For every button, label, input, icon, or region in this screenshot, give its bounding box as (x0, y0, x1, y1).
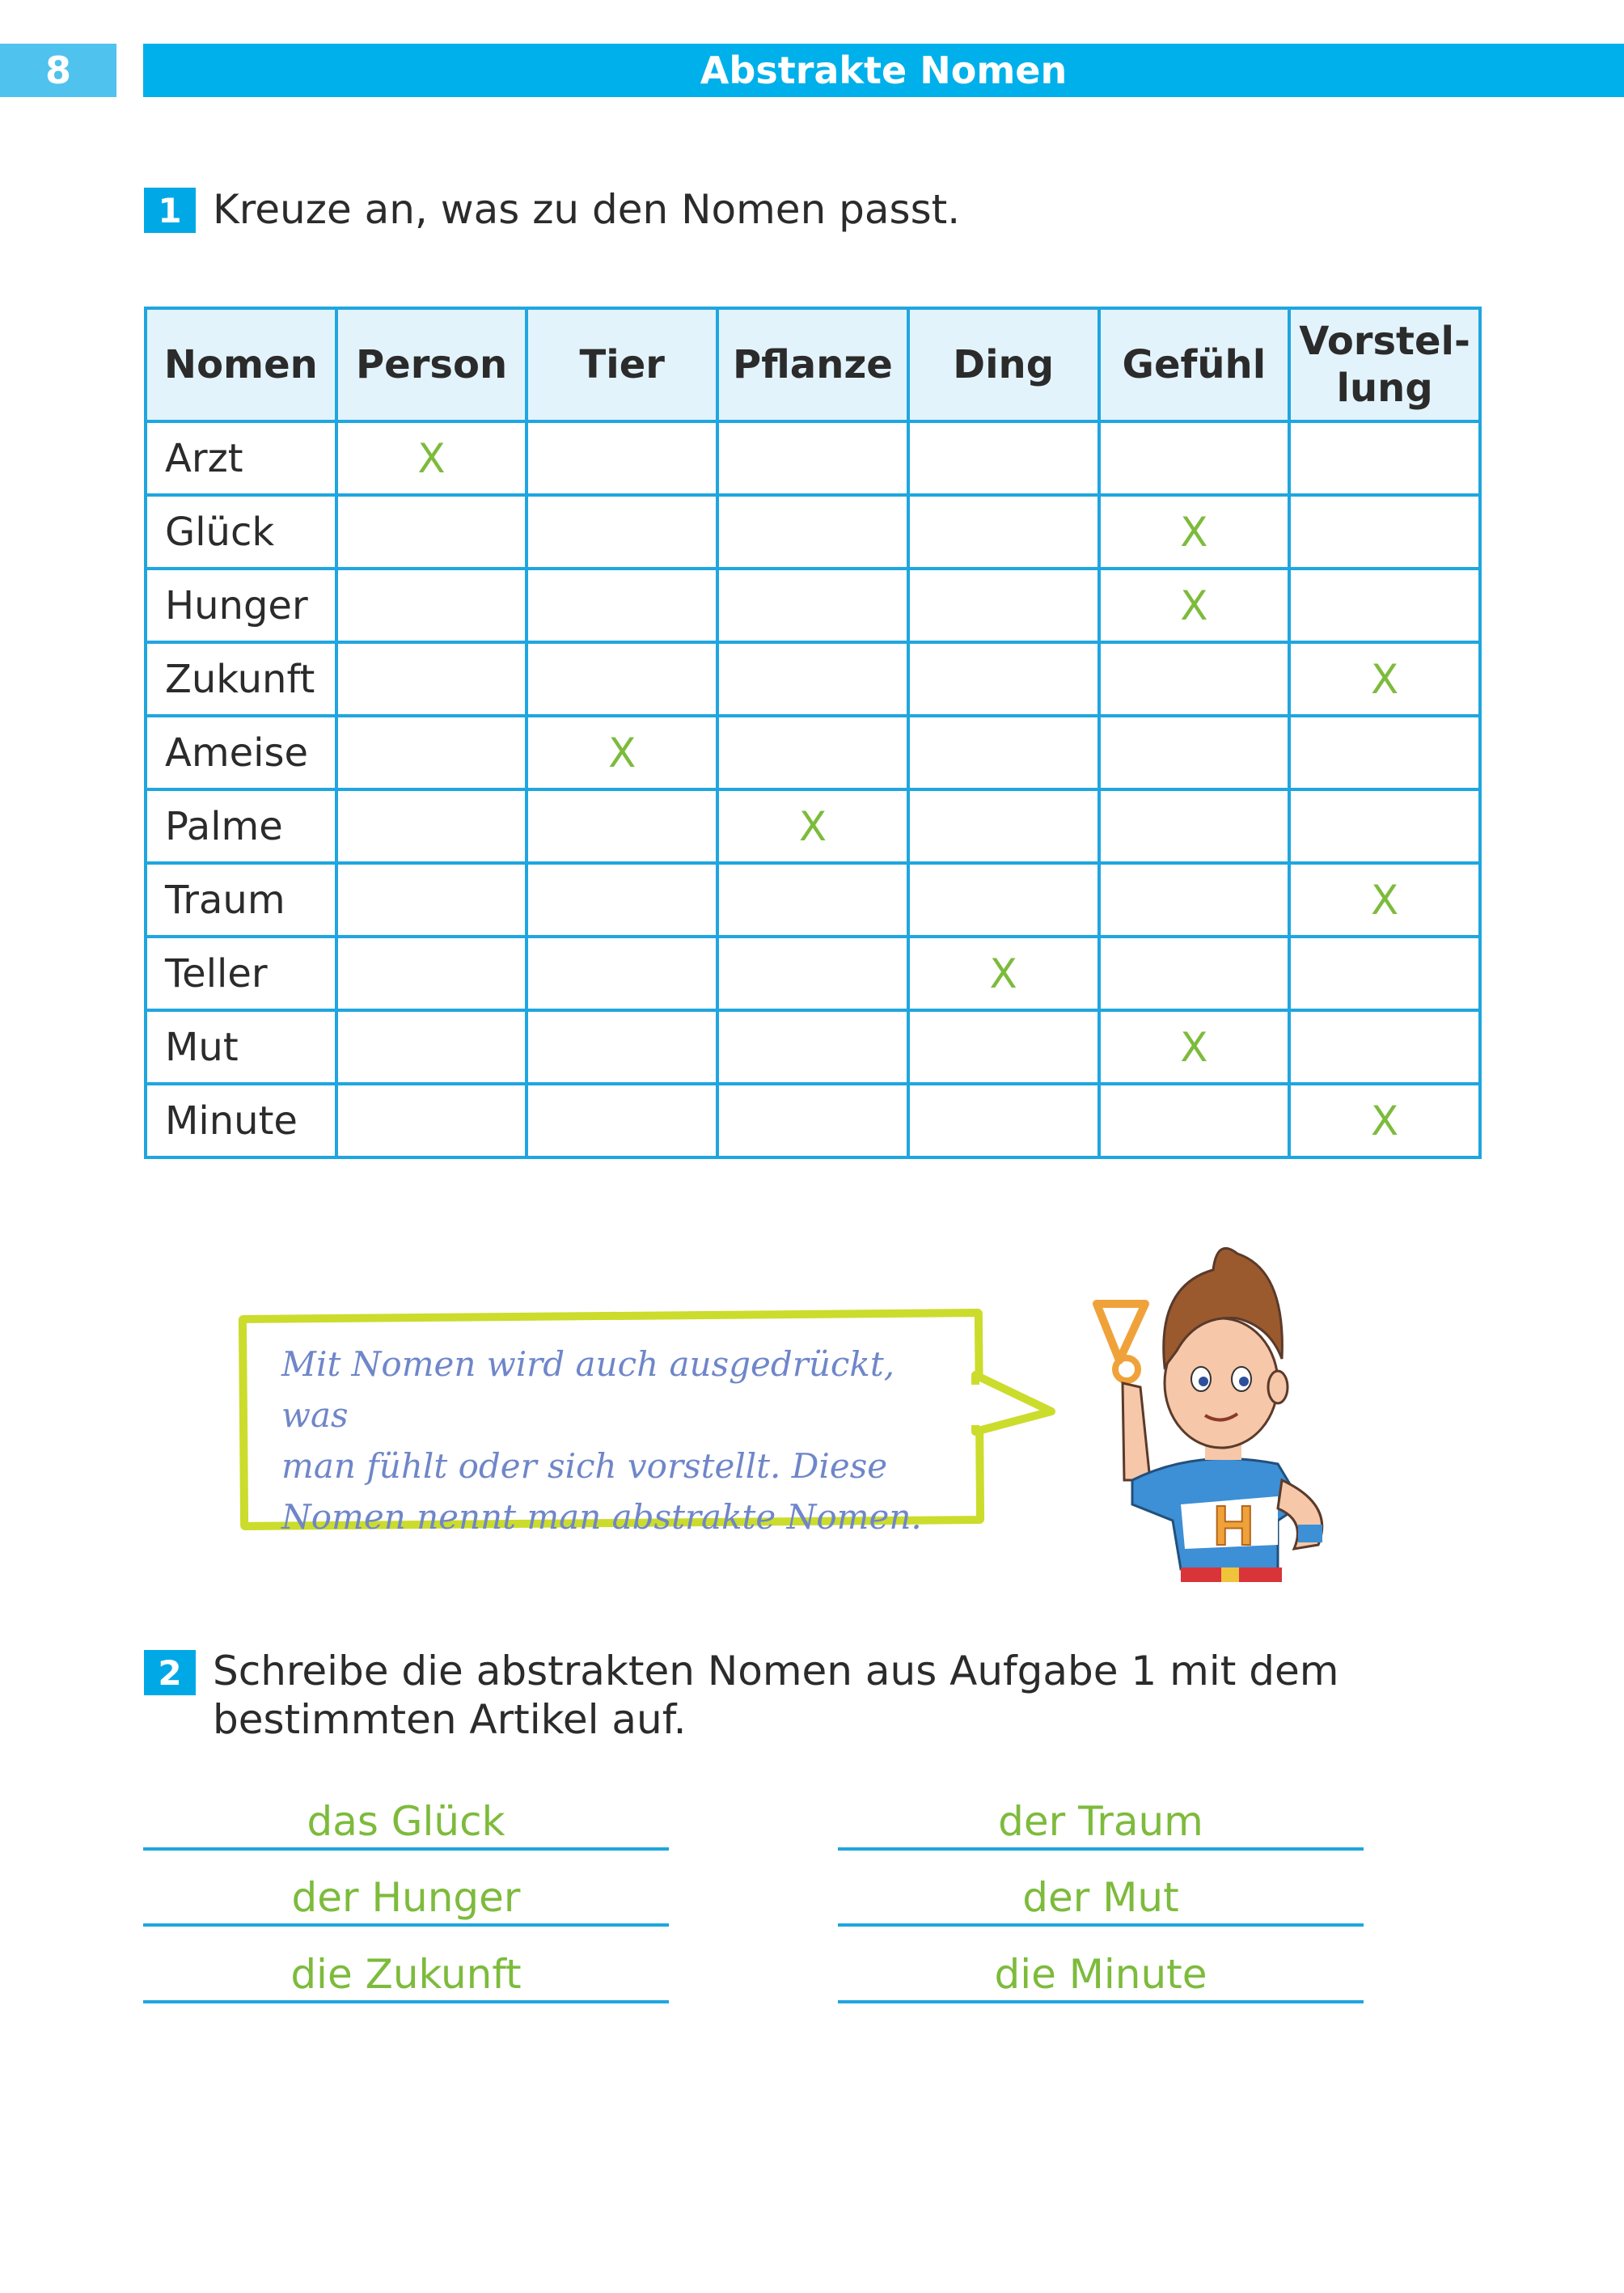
checkbox-cell[interactable] (1289, 789, 1480, 863)
table-row (146, 937, 1480, 1010)
noun-cell: Mut (146, 1010, 336, 1084)
checkbox-cell[interactable]: X (1289, 642, 1480, 716)
speech-line: Mit Nomen wird auch ausgedrückt, was (281, 1344, 895, 1435)
checkbox-cell[interactable] (717, 716, 908, 789)
checkbox-cell[interactable] (527, 863, 717, 937)
checkbox-cell[interactable] (908, 421, 1099, 495)
noun-cell: Ameise (146, 716, 336, 789)
checkbox-cell[interactable] (717, 495, 908, 569)
checkbox-cell[interactable] (1099, 863, 1290, 937)
column-header-vorstellung-line1: Vorstel- (1299, 319, 1470, 364)
page-number: 8 (0, 44, 116, 97)
task-2-instruction-line: Schreibe die abstrakten Nomen aus Aufgabe 1 mit dem (213, 1648, 1339, 1694)
checkbox-cell[interactable] (527, 1010, 717, 1084)
table-row (146, 789, 1480, 863)
checkbox-cell[interactable] (1289, 421, 1480, 495)
checkbox-cell[interactable] (336, 642, 527, 716)
task-2-instruction (213, 1647, 1339, 1744)
checkbox-cell[interactable] (527, 642, 717, 716)
table-header-row (146, 308, 1480, 421)
answer-left-1: das Glück (307, 1798, 505, 1845)
checkbox-cell[interactable]: X (1099, 1010, 1290, 1084)
page-title: Abstrakte Nomen (143, 44, 1624, 97)
checkbox-cell[interactable] (717, 1084, 908, 1157)
checkbox-cell[interactable] (908, 789, 1099, 863)
noun-table (144, 307, 1482, 1159)
noun-cell: Hunger (146, 569, 336, 642)
checkbox-cell[interactable]: X (717, 789, 908, 863)
checkbox-cell[interactable] (1289, 716, 1480, 789)
checkbox-cell[interactable] (717, 863, 908, 937)
checkbox-cell[interactable] (717, 1010, 908, 1084)
checkbox-cell[interactable]: X (1099, 495, 1290, 569)
checkbox-cell[interactable] (1099, 421, 1290, 495)
column-header-vorstellung (1289, 308, 1480, 421)
table-row (146, 495, 1480, 569)
answer-line (143, 1923, 669, 1927)
checkbox-cell[interactable] (336, 569, 527, 642)
speech-line: Nomen nennt man abstrakte Nomen. (281, 1497, 922, 1537)
answer-line (143, 1847, 669, 1851)
answer-line (838, 1923, 1364, 1927)
column-header-tier: Tier (527, 308, 717, 421)
table-row (146, 569, 1480, 642)
checkbox-cell[interactable] (908, 569, 1099, 642)
column-header-nomen: Nomen (146, 308, 336, 421)
answer-line (838, 1847, 1364, 1851)
table-row (146, 642, 1480, 716)
table-row (146, 863, 1480, 937)
speech-line: man fühlt oder sich vorstellt. Diese (281, 1446, 888, 1486)
checkbox-cell[interactable] (1289, 495, 1480, 569)
checkbox-cell[interactable] (1289, 937, 1480, 1010)
checkbox-cell[interactable] (336, 789, 527, 863)
checkbox-cell[interactable] (336, 863, 527, 937)
checkbox-cell[interactable]: X (527, 716, 717, 789)
checkbox-cell[interactable] (717, 421, 908, 495)
checkbox-cell[interactable] (527, 789, 717, 863)
task-2-instruction-line: bestimmten Artikel auf. (213, 1696, 687, 1743)
checkbox-cell[interactable] (527, 569, 717, 642)
checkbox-cell[interactable] (908, 716, 1099, 789)
checkbox-cell[interactable] (717, 569, 908, 642)
column-header-pflanze: Pflanze (717, 308, 908, 421)
noun-cell: Traum (146, 863, 336, 937)
checkbox-cell[interactable] (527, 1084, 717, 1157)
checkbox-cell[interactable]: X (908, 937, 1099, 1010)
answer-line (838, 2000, 1364, 2003)
column-header-vorstellung-line2: lung (1336, 366, 1433, 411)
task-1-instruction: Kreuze an, was zu den Nomen passt. (213, 186, 961, 233)
answer-line (143, 2000, 669, 2003)
mascot-shirt-letter: H (1213, 1494, 1254, 1557)
checkbox-cell[interactable] (1289, 1010, 1480, 1084)
task-2-badge: 2 (144, 1650, 196, 1695)
checkbox-cell[interactable] (336, 716, 527, 789)
checkbox-cell[interactable]: X (1289, 1084, 1480, 1157)
answer-left-3: die Zukunft (290, 1951, 522, 1998)
checkbox-cell[interactable] (336, 937, 527, 1010)
column-header-gefuehl: Gefühl (1099, 308, 1290, 421)
answer-right-2: der Mut (1022, 1874, 1179, 1921)
checkbox-cell[interactable] (336, 1010, 527, 1084)
column-header-ding: Ding (908, 308, 1099, 421)
checkbox-cell[interactable] (527, 421, 717, 495)
checkbox-cell[interactable] (527, 495, 717, 569)
answer-right-1: der Traum (998, 1798, 1203, 1845)
checkbox-cell[interactable] (717, 937, 908, 1010)
checkbox-cell[interactable] (336, 495, 527, 569)
checkbox-cell[interactable] (908, 495, 1099, 569)
answer-right-3: die Minute (994, 1951, 1207, 1998)
column-header-person: Person (336, 308, 527, 421)
checkbox-cell[interactable] (908, 1084, 1099, 1157)
checkbox-cell[interactable] (908, 863, 1099, 937)
checkbox-cell[interactable] (908, 1010, 1099, 1084)
checkbox-cell[interactable] (527, 937, 717, 1010)
table-row (146, 1010, 1480, 1084)
checkbox-cell[interactable] (1099, 642, 1290, 716)
answer-left-2: der Hunger (291, 1874, 521, 1921)
checkbox-cell[interactable] (717, 642, 908, 716)
checkbox-cell[interactable] (336, 1084, 527, 1157)
noun-cell: Palme (146, 789, 336, 863)
table-row (146, 421, 1480, 495)
mascot-boy-illustration (1076, 1237, 1399, 1585)
table-row (146, 716, 1480, 789)
checkbox-cell[interactable] (1099, 1084, 1290, 1157)
noun-cell: Teller (146, 937, 336, 1010)
checkbox-cell[interactable] (1289, 569, 1480, 642)
checkbox-cell[interactable]: X (1099, 569, 1290, 642)
speech-text (281, 1339, 969, 1542)
checkbox-cell[interactable] (1099, 716, 1290, 789)
checkbox-cell[interactable] (1099, 937, 1290, 1010)
table-row (146, 1084, 1480, 1157)
noun-cell: Arzt (146, 421, 336, 495)
checkbox-cell[interactable] (908, 642, 1099, 716)
noun-cell: Zukunft (146, 642, 336, 716)
checkbox-cell[interactable]: X (1289, 863, 1480, 937)
task-1-badge: 1 (144, 188, 196, 233)
noun-cell: Minute (146, 1084, 336, 1157)
checkbox-cell[interactable]: X (336, 421, 527, 495)
checkbox-cell[interactable] (1099, 789, 1290, 863)
noun-cell: Glück (146, 495, 336, 569)
